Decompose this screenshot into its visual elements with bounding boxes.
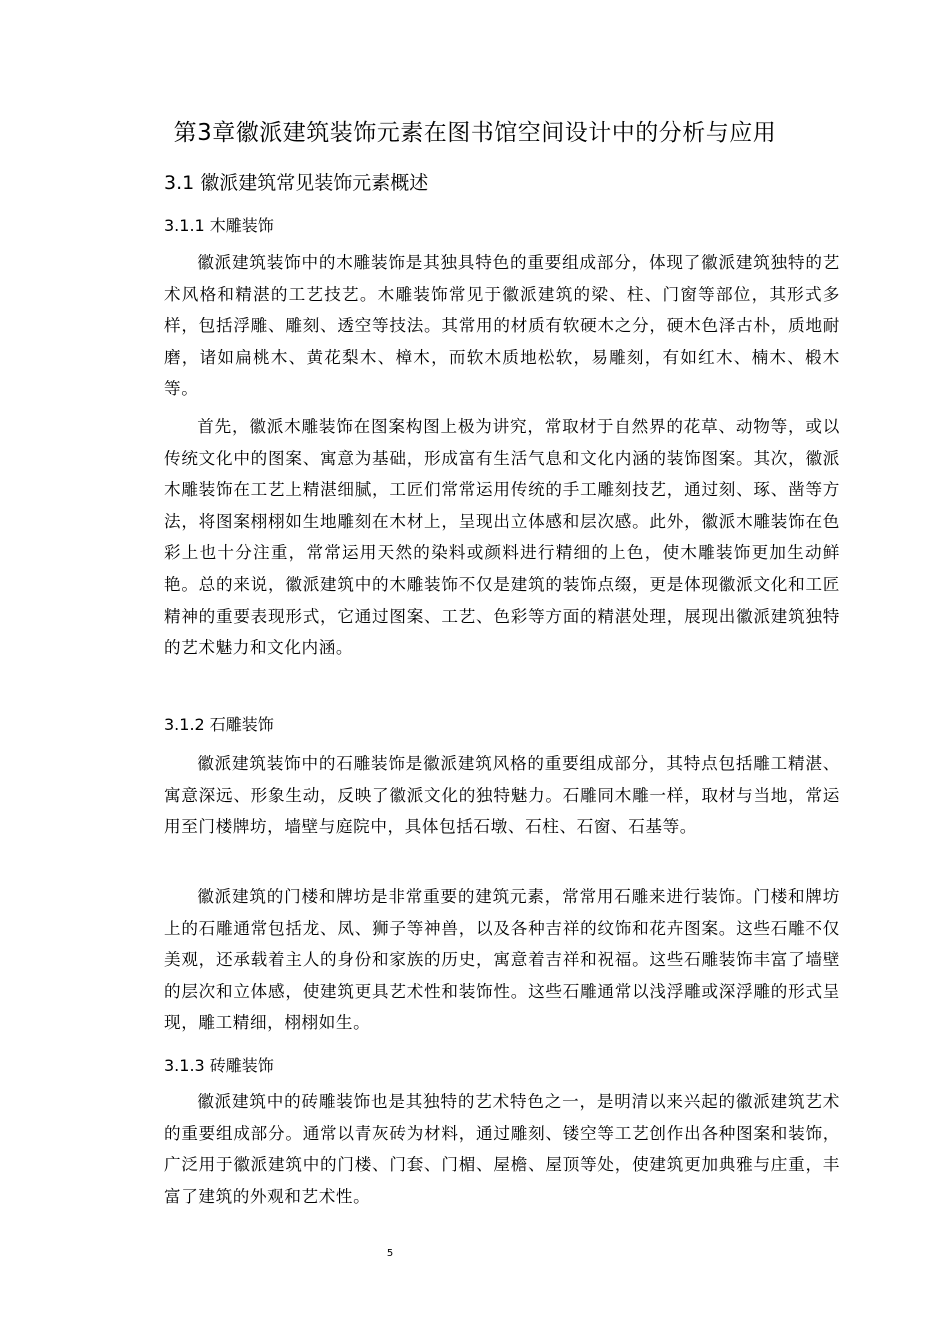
paragraph: 徽派建筑装饰中的石雕装饰是徽派建筑风格的重要组成部分，其特点包括雕工精湛、寓意深远、形象生动，反映了徽派文化的独特魅力。石雕同木雕一样，取材与当地，常运用至门楼牌坊，墙壁与庭院中，具体包括石墩、石柱、石窗、石基等。 [164, 754, 840, 837]
paragraph: 首先，徽派木雕装饰在图案构图上极为讲究，常取材于自然界的花草、动物等，或以传统文化中的图案、寓意为基础，形成富有生活气息和文化内涵的装饰图案。其次，徽派木雕装饰在工艺上精湛细腻，工匠们常常运用传统的手工雕刻技艺，通过刻、琢、凿等方法，将图案栩栩如生地雕刻在木材上，呈现出立体感和层次感。此外，徽派木雕装饰在色彩上也十分注重，常常运用天然的染料或颜料进行精细的上色，使木雕装饰更加生动鲜艳。总的来说，徽派建筑中的木雕装饰不仅是建筑的装饰点缀，更是体现徽派文化和工匠精神的重要表现形式，它通过图案、工艺、色彩等方面的精湛处理，展现出徽派建筑独特的艺术魅力和文化内涵。 [164, 417, 840, 658]
section-title: 3.1 徽派建筑常见装饰元素概述 [164, 172, 429, 194]
paragraph: 徽派建筑的门楼和牌坊是非常重要的建筑元素，常常用石雕来进行装饰。门楼和牌坊上的石雕通常包括龙、凤、狮子等神兽，以及各种吉祥的纹饰和花卉图案。这些石雕不仅美观，还承载着主人的身份和家族的历史，寓意着吉祥和祝福。这些石雕装饰丰富了墙壁的层次和立体感，使建筑更具艺术性和装饰性。这些石雕通常以浅浮雕或深浮雕的形式呈现，雕工精细，栩栩如生。 [164, 887, 840, 1033]
paragraph: 徽派建筑装饰中的木雕装饰是其独具特色的重要组成部分，体现了徽派建筑独特的艺术风格和精湛的工艺技艺。木雕装饰常见于徽派建筑的梁、柱、门窗等部位，其形式多样，包括浮雕、雕刻、透空等技法。其常用的材质有软硬木之分，硬木色泽古朴，质地耐磨，诸如扁桃木、黄花梨木、樟木，而软木质地松软，易雕刻，有如红木、楠木、椴木等。 [164, 253, 840, 399]
chapter-title: 第3章徽派建筑装饰元素在图书馆空间设计中的分析与应用 [173, 120, 777, 146]
subsection-heading-brick-carving: 3.1.3 砖雕装饰 [164, 1056, 274, 1075]
page-number: 5 [386, 1248, 394, 1259]
paragraph: 徽派建筑中的砖雕装饰也是其独特的艺术特色之一，是明清以来兴起的徽派建筑艺术的重要组成部分。通常以青灰砖为材料，通过雕刻、镂空等工艺创作出各种图案和装饰，广泛用于徽派建筑中的门楼、门套、门楣、屋檐、屋顶等处，使建筑更加典雅与庄重，丰富了建筑的外观和艺术性。 [164, 1092, 840, 1206]
subsection-heading-stone-carving: 3.1.2 石雕装饰 [164, 715, 274, 734]
subsection-heading-wood-carving: 3.1.1 木雕装饰 [164, 216, 274, 235]
